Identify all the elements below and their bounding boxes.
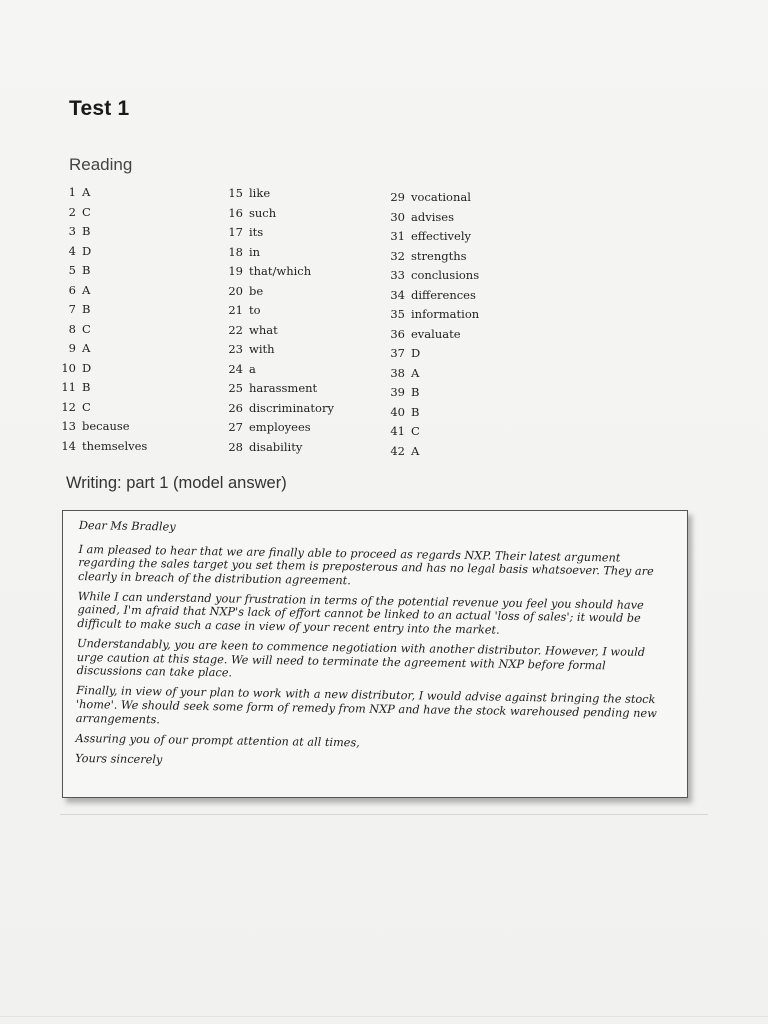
answer-item [223,223,334,243]
answer-value: such [249,205,277,220]
answer-item [58,222,147,242]
answer-number: 18 [228,244,243,259]
answer-number: 7 [68,302,76,316]
answer-item [385,383,479,403]
answer-value: a [249,361,256,376]
answer-value: B [82,380,91,394]
answer-number: 26 [228,400,243,415]
answer-number: 12 [61,399,76,414]
answer-number: 41 [390,424,405,438]
answer-number: 9 [68,341,76,355]
answer-value: strengths [411,248,467,263]
answer-item [385,344,479,364]
answer-item [58,339,147,359]
answer-item [385,364,479,384]
answer-number: 28 [228,439,243,454]
answer-number: 32 [390,248,405,263]
answer-item [385,286,479,306]
answer-number: 42 [390,443,405,458]
answer-item [58,281,147,301]
answer-value: effectively [411,229,471,243]
answer-item [385,422,479,442]
answer-value: to [249,303,261,317]
answer-value: A [411,365,420,380]
answer-value: A [82,341,91,355]
answer-value: B [411,404,420,419]
answer-item [223,340,334,360]
answer-item [223,204,334,224]
answer-item [223,379,334,399]
answer-item [223,399,334,419]
answer-value: A [411,443,420,458]
letter-paragraph: Finally, in view of your plan to work with a new distributor, I would advise against bringing the stock 'home'. We should seek some form of remedy from NXP and have the stock warehoused pending new arrangements. [75,684,657,726]
reading-section-title: Reading [69,155,133,174]
letter-closing-line: Assuring you of our prompt attention at all times, [75,731,360,750]
answer-value: what [249,322,278,337]
answer-value: conclusions [411,268,480,282]
answer-item [223,321,334,341]
answer-number: 11 [61,380,76,394]
answer-item [385,305,479,325]
answer-value: in [249,244,261,259]
answers-column-2 [223,184,334,457]
letter-paragraph: Understandably, you are keen to commence negotiation with another distributor. However, I would urge caution at this stage. We will need to terminate the agreement with NXP before formal discussions can take place. [76,637,646,680]
answer-number: 20 [228,283,243,298]
answer-value: C [411,424,420,438]
answer-item [223,282,334,302]
answer-number: 25 [228,381,243,395]
answer-item [58,203,147,223]
answer-number: 4 [68,243,76,258]
answer-number: 24 [228,361,243,376]
answer-value: A [82,282,91,297]
answer-number: 17 [228,225,243,239]
answer-value: C [82,321,91,336]
answer-number: 30 [390,209,405,224]
answer-item [385,188,479,208]
answer-number: 34 [390,287,405,302]
answers-column-3 [385,188,479,461]
answer-number: 16 [228,205,243,220]
answer-value: A [82,185,91,199]
answer-value: B [411,385,420,399]
answer-number: 14 [61,438,76,453]
model-answer-letter [75,519,673,781]
answer-item [58,300,147,320]
answer-value: be [249,283,264,298]
answer-value: B [82,224,91,238]
answer-value: D [82,360,92,375]
answer-value: its [249,225,264,239]
answer-value: like [249,186,271,200]
answer-number: 39 [390,385,405,399]
answer-item [223,438,334,458]
answer-value: with [249,342,275,356]
divider [60,814,708,815]
answer-number: 35 [390,307,405,321]
answer-value: discriminatory [249,400,334,415]
answer-value: C [82,399,91,414]
answer-item [385,247,479,267]
answer-number: 33 [390,268,405,282]
page-title: Test 1 [69,97,130,120]
answer-number: 21 [228,303,243,317]
answer-number: 6 [68,282,76,297]
answer-number: 37 [390,346,405,360]
answer-value: B [82,263,91,277]
answer-number: 22 [228,322,243,337]
answer-value: disability [249,439,303,454]
answer-item [58,378,147,398]
answer-item [58,398,147,418]
answer-item [385,325,479,345]
answer-value: that/which [249,264,312,278]
answer-item [223,360,334,380]
answer-number: 36 [390,326,405,341]
answer-number: 40 [390,404,405,419]
answers-column-1 [58,183,147,456]
answer-item [223,184,334,204]
writing-section-title: Writing: part 1 (model answer) [66,474,287,492]
answer-value: D [82,243,92,258]
answer-item [223,243,334,263]
answer-value: advises [411,209,455,224]
answer-number: 2 [68,204,76,219]
answer-item [223,418,334,438]
answer-item [223,262,334,282]
letter-salutation: Dear Ms Bradley [78,519,176,534]
answer-number: 1 [68,185,76,199]
answer-item [385,227,479,247]
answer-number: 15 [228,186,243,200]
answer-value: C [82,204,91,219]
answer-item [385,442,479,462]
answer-value: employees [249,420,311,434]
answer-number: 23 [228,342,243,356]
answer-value: D [411,346,421,360]
answer-value: differences [411,287,476,302]
model-answer-letter-box [62,510,688,798]
answer-value: because [82,419,130,433]
answer-item [58,183,147,203]
answer-item [58,437,147,457]
answer-number: 10 [61,360,76,375]
answer-value: vocational [411,190,471,204]
answer-item [58,242,147,262]
answer-value: themselves [82,438,148,453]
answer-number: 13 [61,419,76,433]
letter-paragraph: I am pleased to hear that we are finally able to proceed as regards NXP. Their latest argument regarding the sales target you set them is preposterous and has no legal basis whatsoever. They are clearly in breach of the distribution agreement. [77,542,654,588]
answer-item [223,301,334,321]
answer-item [58,359,147,379]
answer-number: 38 [390,365,405,380]
answer-item [385,208,479,228]
answer-item [58,320,147,340]
answer-number: 5 [68,263,76,277]
answer-number: 3 [68,224,76,238]
answer-number: 8 [68,321,76,336]
answer-value: information [411,307,480,321]
answer-number: 27 [228,420,243,434]
answer-item [58,417,147,437]
answer-number: 29 [390,190,405,204]
answer-item [385,266,479,286]
letter-sign-off: Yours sincerely [75,751,163,767]
answer-value: harassment [249,381,318,395]
answer-item [385,403,479,423]
answer-number: 19 [228,264,243,278]
answer-item [58,261,147,281]
answer-value: B [82,302,91,316]
letter-paragraph: While I can understand your frustration in terms of the potential revenue you feel you should have gained, I'm afraid that NXP's lack of effort cannot be linked to an actual 'loss of sales'; it would be difficult to make such a case in view of your recent entry into the market. [77,589,644,637]
answer-number: 31 [390,229,405,243]
divider [0,1016,768,1017]
answer-value: evaluate [411,326,461,341]
